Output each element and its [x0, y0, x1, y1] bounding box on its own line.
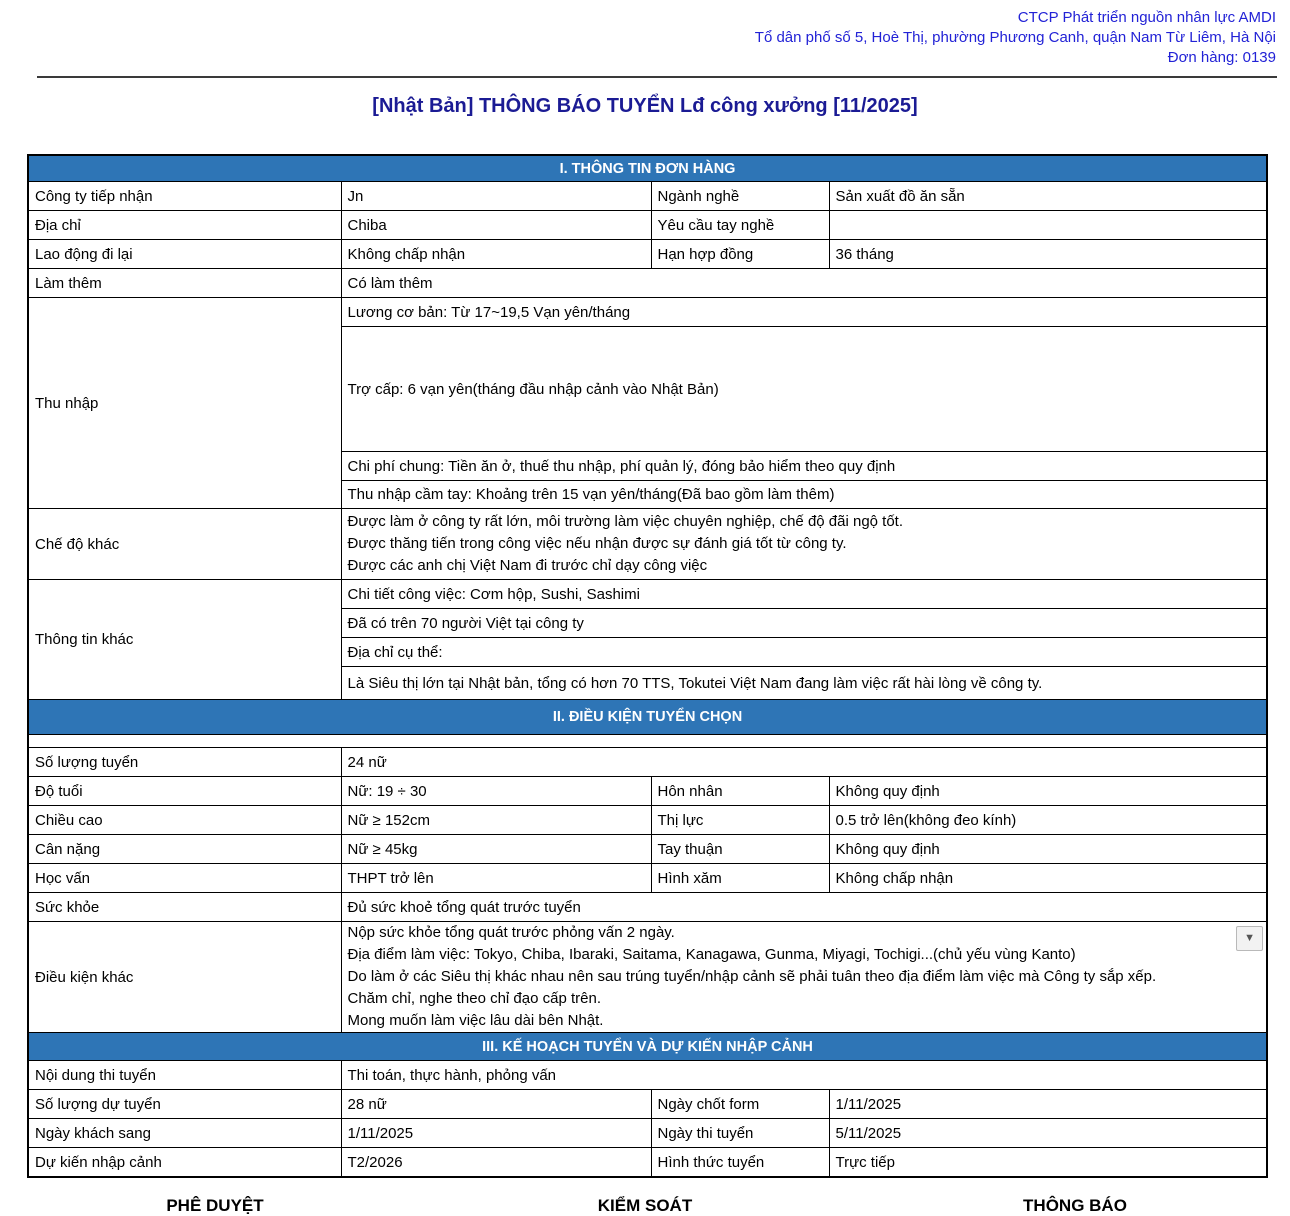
company-name: CTCP Phát triển nguồn nhân lực AMDI — [1017, 9, 1276, 26]
row-value: 1/11/2025 — [341, 1119, 651, 1148]
row-value: Nữ ≥ 45kg — [341, 835, 651, 864]
table-row — [28, 1148, 1267, 1178]
table-row — [28, 777, 1267, 806]
section-2-title: II. ĐIỀU KIỆN TUYỂN CHỌN — [28, 700, 1267, 735]
signature-row — [0, 1196, 1290, 1216]
row-label: Số lượng dự tuyển — [28, 1090, 341, 1119]
row-value: Không chấp nhận — [341, 240, 651, 269]
table-row — [28, 580, 1267, 609]
condition-line: Địa điểm làm việc: Tokyo, Chiba, Ibaraki, Saitama, Kanagawa, Gunma, Miyagi, Tochigi...(chủ yếu vùng Kanto) — [347, 946, 1076, 963]
section-2-spacer — [28, 735, 1267, 748]
other-info-address: Địa chỉ cụ thể: — [341, 638, 1267, 667]
income-allowance: Trợ cấp: 6 vạn yên(tháng đầu nhập cảnh vào Nhật Bản) — [341, 327, 1267, 452]
row-label: Hôn nhân — [651, 777, 829, 806]
chevron-down-icon: ▼ — [1244, 932, 1255, 944]
benefits-cell — [341, 509, 1267, 580]
row-value: Không quy định — [829, 835, 1267, 864]
table-row — [28, 806, 1267, 835]
row-value: Có làm thêm — [341, 269, 1267, 298]
condition-line: Mong muốn làm việc lâu dài bên Nhật. — [347, 1012, 604, 1029]
row-value: Nữ: 19 ÷ 30 — [341, 777, 651, 806]
other-info-job-detail: Chi tiết công việc: Cơm hộp, Sushi, Sashimi — [341, 580, 1267, 609]
row-value: Jn — [341, 182, 651, 211]
row-label: Ngày chốt form — [651, 1090, 829, 1119]
row-label: Ngày khách sang — [28, 1119, 341, 1148]
table-row — [28, 835, 1267, 864]
section-2-header-row — [28, 700, 1267, 735]
row-label: Công ty tiếp nhận — [28, 182, 341, 211]
order-number: Đơn hàng: 0139 — [1167, 49, 1276, 66]
row-value — [829, 211, 1267, 240]
row-value: Trực tiếp — [829, 1148, 1267, 1178]
table-row — [28, 211, 1267, 240]
dropdown-button[interactable] — [1236, 926, 1263, 951]
row-value: Nữ ≥ 152cm — [341, 806, 651, 835]
table-row — [28, 509, 1267, 580]
section-3-header-row — [28, 1033, 1267, 1061]
row-label: Địa chỉ — [28, 211, 341, 240]
table-row — [28, 182, 1267, 211]
other-conditions-cell — [341, 922, 1267, 1033]
table-row — [28, 240, 1267, 269]
row-label: Lao động đi lại — [28, 240, 341, 269]
letterhead — [0, 0, 1290, 68]
benefit-line: Được thăng tiến trong công việc nếu nhận được sự đánh giá tốt từ công ty. — [347, 535, 847, 552]
signature-approve: PHÊ DUYỆT — [166, 1196, 264, 1215]
row-label: Ngành nghề — [651, 182, 829, 211]
row-label: Tay thuận — [651, 835, 829, 864]
table-row — [28, 864, 1267, 893]
table-row — [28, 1090, 1267, 1119]
condition-line: Do làm ở các Siêu thị khác nhau nên sau trúng tuyển/nhập cảnh sẽ phải tuân theo địa điểm làm việc mà Công ty sắp xếp. — [347, 968, 1157, 985]
section-1-header-row — [28, 155, 1267, 182]
company-address: Tổ dân phố số 5, Hoè Thị, phường Phương Canh, quận Nam Từ Liêm, Hà Nội — [754, 29, 1276, 46]
row-label: Độ tuổi — [28, 777, 341, 806]
row-label: Yêu cầu tay nghề — [651, 211, 829, 240]
row-label: Sức khỏe — [28, 893, 341, 922]
row-label-other-info: Thông tin khác — [28, 580, 341, 700]
row-label: Ngày thi tuyển — [651, 1119, 829, 1148]
table-row — [28, 748, 1267, 777]
row-value: Chiba — [341, 211, 651, 240]
recruitment-table — [27, 154, 1268, 1178]
row-label: Chiều cao — [28, 806, 341, 835]
row-value: 28 nữ — [341, 1090, 651, 1119]
header-divider — [37, 76, 1277, 78]
table-row — [28, 893, 1267, 922]
other-info-supermarket: Là Siêu thị lớn tại Nhật bản, tổng có hơn 70 TTS, Tokutei Việt Nam đang làm việc rất hài lòng về công ty. — [341, 667, 1267, 700]
row-label: Hạn hợp đồng — [651, 240, 829, 269]
row-value: T2/2026 — [341, 1148, 651, 1178]
condition-line: Nộp sức khỏe tổng quát trước phỏng vấn 2 ngày. — [347, 924, 675, 941]
row-label: Làm thêm — [28, 269, 341, 298]
table-row — [28, 298, 1267, 327]
benefit-line: Được làm ở công ty rất lớn, môi trường làm việc chuyên nghiệp, chế độ đãi ngộ tốt. — [347, 513, 904, 530]
row-value: Đủ sức khoẻ tổng quát trước tuyển — [341, 893, 1267, 922]
row-label-income: Thu nhập — [28, 298, 341, 509]
income-base-salary: Lương cơ bản: Từ 17~19,5 Vạn yên/tháng — [341, 298, 1267, 327]
page-title: [Nhật Bản] THÔNG BÁO TUYỂN Lđ công xưởng [11/2025] — [372, 95, 918, 117]
row-value: 0.5 trở lên(không đeo kính) — [829, 806, 1267, 835]
table-row — [28, 922, 1267, 1033]
row-value: THPT trở lên — [341, 864, 651, 893]
row-value: 1/11/2025 — [829, 1090, 1267, 1119]
table-row — [28, 269, 1267, 298]
row-label: Hình thức tuyển — [651, 1148, 829, 1178]
section-3-title: III. KẾ HOẠCH TUYỂN VÀ DỰ KIẾN NHẬP CẢNH — [28, 1033, 1267, 1061]
condition-line: Chăm chỉ, nghe theo chỉ đạo cấp trên. — [347, 990, 601, 1007]
row-label-benefits: Chế độ khác — [28, 509, 341, 580]
row-value: 36 tháng — [829, 240, 1267, 269]
row-value: 24 nữ — [341, 748, 1267, 777]
section-1-title: I. THÔNG TIN ĐƠN HÀNG — [28, 155, 1267, 182]
signature-notice: THÔNG BÁO — [1023, 1196, 1127, 1215]
signature-control: KIỂM SOÁT — [597, 1196, 693, 1215]
row-label: Số lượng tuyển — [28, 748, 341, 777]
income-common-costs: Chi phí chung: Tiền ăn ở, thuế thu nhập, phí quản lý, đóng bảo hiểm theo quy định — [341, 452, 1267, 481]
row-value: Thi toán, thực hành, phỏng vấn — [341, 1061, 1267, 1090]
row-label: Hình xăm — [651, 864, 829, 893]
row-value: 5/11/2025 — [829, 1119, 1267, 1148]
row-label: Cân nặng — [28, 835, 341, 864]
other-info-vietnamese: Đã có trên 70 người Việt tại công ty — [341, 609, 1267, 638]
row-label: Nội dung thi tuyển — [28, 1061, 341, 1090]
row-label: Thị lực — [651, 806, 829, 835]
row-label: Dự kiến nhập cảnh — [28, 1148, 341, 1178]
row-value: Không quy định — [829, 777, 1267, 806]
row-value: Sản xuất đồ ăn sẵn — [829, 182, 1267, 211]
row-label-other-conditions: Điều kiện khác — [28, 922, 341, 1033]
row-label: Học vấn — [28, 864, 341, 893]
benefit-line: Được các anh chị Việt Nam đi trước chỉ dạy công việc — [347, 557, 708, 574]
section-2-spacer-row — [28, 735, 1267, 748]
table-row — [28, 1119, 1267, 1148]
row-value: Không chấp nhận — [829, 864, 1267, 893]
income-takehome: Thu nhập cầm tay: Khoảng trên 15 vạn yên/tháng(Đã bao gồm làm thêm) — [341, 481, 1267, 509]
table-row — [28, 1061, 1267, 1090]
